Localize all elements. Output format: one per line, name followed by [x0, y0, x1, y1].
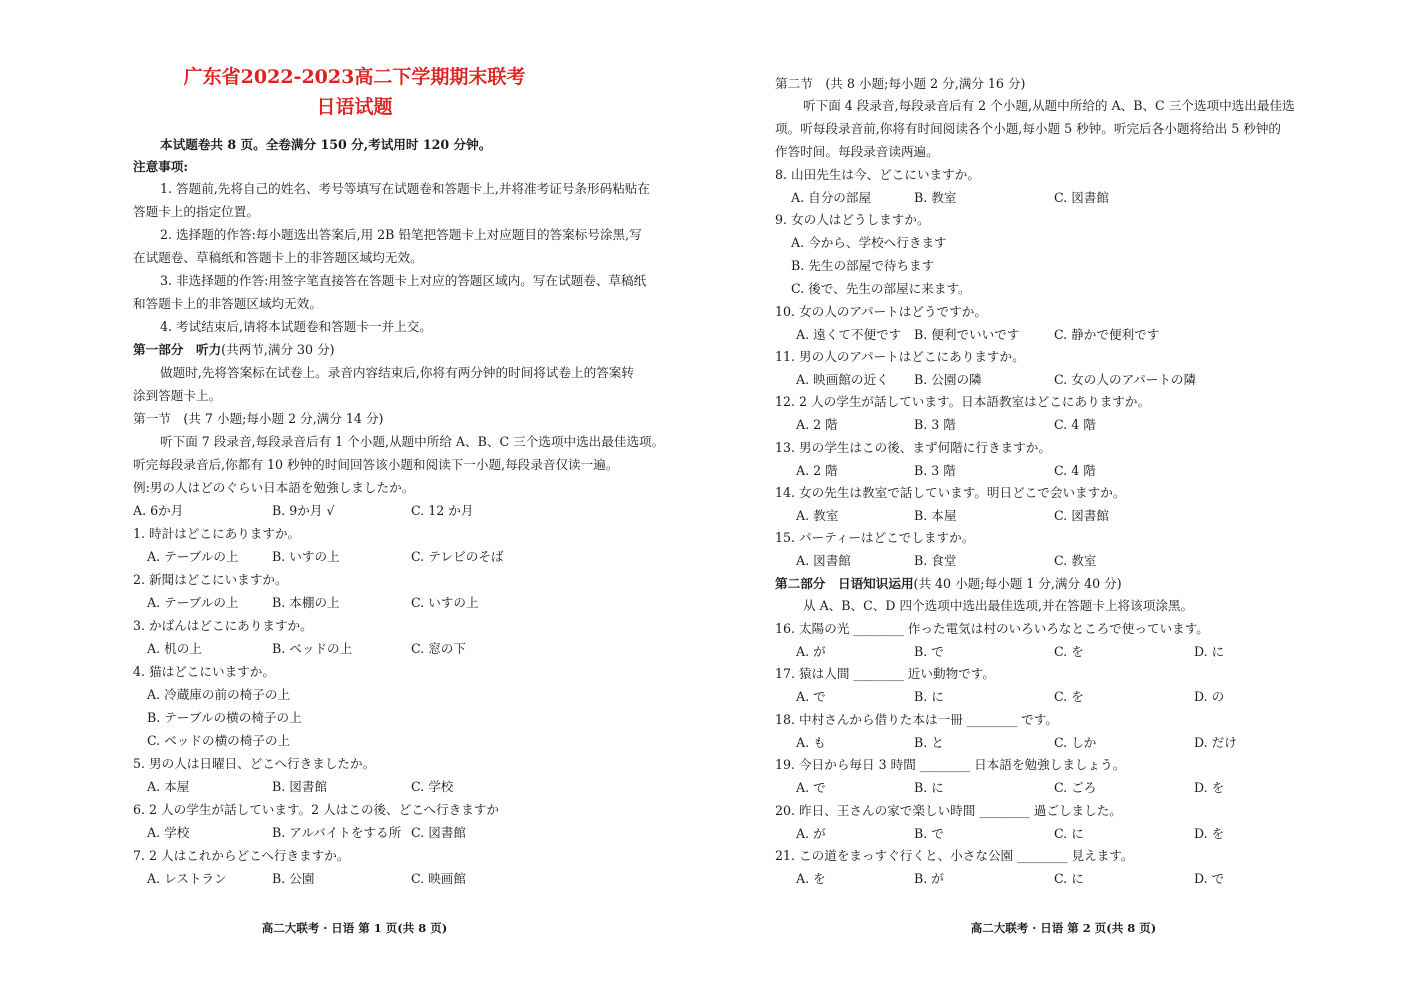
page-footer: 高二大联考 · 日语 第 2 页(共 8 页)	[970, 921, 1157, 935]
part1-heading	[133, 342, 335, 358]
option-b: B. 公園の隣	[914, 372, 982, 387]
question-21: 21. この道をまっすぐ行くと、小さな公園 ________ 見えます。	[775, 848, 1134, 863]
part2-instruction: 从 A、B、C、D 四个选项中选出最佳选项,并在答题卡上将该项涂黑。	[803, 598, 1194, 613]
option-a: A. で	[796, 780, 826, 795]
option-b: B. 先生の部屋で待ちます	[791, 258, 935, 273]
note-line: 2. 选择题的作答:每小题选出答案后,用 2B 铅笔把答题卡上对应题目的答案标号涂黑,写	[160, 227, 642, 242]
option-a: A. 2 階	[796, 417, 838, 432]
option-b: B. で	[914, 644, 944, 659]
option-a: A. 教室	[796, 508, 839, 523]
question-14: 14. 女の先生は教室で話しています。明日どこで会いますか。	[775, 485, 1126, 500]
option-c: C. 図書館	[411, 825, 466, 840]
note-line: 1. 答题前,先将自己的姓名、考号等填写在试题卷和答题卡上,并将准考证号条形码粘贴在	[160, 181, 650, 196]
option-c: C. 図書館	[1054, 190, 1109, 205]
part1-instruction: 做题时,先将答案标在试卷上。录音内容结束后,你将有两分钟的时间将试卷上的答案转	[160, 365, 634, 380]
section1-instruction: 听完每段录音后,你都有 10 秒钟的时间回答该小题和阅读下一小题,每段录音仅读一遍。	[133, 457, 619, 472]
option-b: B. テーブルの横の椅子の上	[147, 710, 302, 725]
question-11: 11. 男の人のアパートはどこにありますか。	[775, 349, 1025, 364]
option-a: A. 本屋	[147, 779, 190, 794]
option-c: C. いすの上	[411, 595, 479, 610]
question-1: 1. 時計はどこにありますか。	[133, 526, 301, 541]
note-line: 3. 非选择题的作答:用签字笔直接答在答题卡上对应的答题区域内。写在试题卷、草稿纸	[160, 273, 647, 288]
option-b: B. 3 階	[914, 417, 956, 432]
page-2	[709, 0, 1418, 983]
option-d: D. を	[1194, 780, 1225, 795]
option-a: A. 遠くて不便です	[796, 327, 902, 342]
option-b: B. が	[914, 871, 944, 886]
question-8: 8. 山田先生は今、どこにいますか。	[775, 167, 980, 182]
part2-detail: (共 40 小题;每小题 1 分,满分 40 分)	[913, 576, 1122, 591]
question-9: 9. 女の人はどうしますか。	[775, 212, 930, 227]
option-c: C. 学校	[411, 779, 454, 794]
exam-subtitle: 日语试题	[316, 96, 393, 118]
option-b: B. 本棚の上	[272, 595, 340, 610]
option-c: C. 4 階	[1054, 463, 1096, 478]
option-a: A. 冷蔵庫の前の椅子の上	[147, 687, 291, 702]
question-20: 20. 昨日、王さんの家で楽しい時間 ________ 過ごしました。	[775, 803, 1122, 818]
option-c: C. に	[1054, 826, 1084, 841]
question-13: 13. 男の学生はこの後、まず何階に行きますか。	[775, 440, 1051, 455]
page-footer: 高二大联考 · 日语 第 1 页(共 8 页)	[261, 921, 448, 935]
section2-instruction: 听下面 4 段录音,每段录音后有 2 个小题,从题中所给的 A、B、C 三个选项中选出最佳选	[803, 98, 1295, 113]
note-line: 4. 考试结束后,请将本试题卷和答题卡一并上交。	[160, 319, 432, 334]
part2-heading	[775, 576, 1122, 592]
option-c: C. 4 階	[1054, 417, 1096, 432]
option-a: A. 図書館	[796, 553, 851, 568]
part2-title: 第二部分 日语知识运用	[775, 576, 914, 591]
option-a: A. テーブルの上	[147, 595, 239, 610]
question-6: 6. 2 人の学生が話しています。2 人はこの後、どこへ行きますか	[133, 802, 499, 817]
option-d: D. で	[1194, 871, 1225, 886]
option-b: B. 教室	[914, 190, 957, 205]
option-d: D. に	[1194, 644, 1225, 659]
question-10: 10. 女の人のアパートはどうですか。	[775, 304, 987, 319]
option-b: B. 図書館	[272, 779, 328, 794]
option-c: C. テレビのそば	[411, 549, 504, 564]
option-b: B. 3 階	[914, 463, 956, 478]
example-option-b: B. 9か月 √	[272, 503, 335, 518]
part1-detail: (共两节,满分 30 分)	[221, 342, 335, 357]
question-4: 4. 猫はどこにいますか。	[133, 664, 275, 679]
note-line: 在试题卷、草稿纸和答题卡上的非答题区域均无效。	[133, 250, 423, 265]
option-c: C. 女の人のアパートの隣	[1054, 372, 1197, 387]
option-b: B. 本屋	[914, 508, 957, 523]
option-c: C. 後で、先生の部屋に来ます。	[791, 281, 971, 296]
option-c: C. ごろ	[1054, 780, 1097, 795]
option-d: D. だけ	[1194, 735, 1237, 750]
question-15: 15. パーティーはどこでしますか。	[775, 530, 975, 545]
section2-heading: 第二节 (共 8 小题;每小题 2 分,满分 16 分)	[775, 76, 1026, 91]
example-option-c: C. 12 か月	[411, 503, 474, 518]
section2-instruction: 项。听每段录音前,你将有时间阅读各个小题,每小题 5 秒钟。听完后各小题将给出 5 秒钟的	[775, 121, 1282, 136]
question-3: 3. かばんはどこにありますか。	[133, 618, 313, 633]
section1-heading: 第一节 (共 7 小题;每小题 2 分,满分 14 分)	[133, 411, 384, 426]
option-a: A. が	[796, 644, 826, 659]
option-c: C. 映画館	[411, 871, 466, 886]
example-option-a: A. 6か月	[133, 503, 184, 518]
option-b: B. アルバイトをする所	[272, 825, 402, 840]
section2-instruction: 作答时间。每段录音读两遍。	[775, 144, 939, 159]
question-18: 18. 中村さんから借りた本は一冊 ________ です。	[775, 712, 1058, 727]
option-a: A. レストラン	[147, 871, 227, 886]
option-a: A. 学校	[147, 825, 190, 840]
example-question: 例:男の人はどのぐらい日本語を勉強しましたか。	[133, 480, 415, 495]
option-b: B. 便利でいいです	[914, 327, 1020, 342]
question-12: 12. 2 人の学生が話しています。日本語教室はどこにありますか。	[775, 394, 1151, 409]
section1-instruction: 听下面 7 段录音,每段录音后有 1 个小题,从题中所给 A、B、C 三个选项中选出最佳选项。	[160, 434, 665, 449]
question-17: 17. 猿は人間 ________ 近い動物です。	[775, 666, 995, 681]
option-b: B. と	[914, 735, 944, 750]
option-c: C. 窓の下	[411, 641, 466, 656]
exam-title: 广东省2022-2023高二下学期期末联考	[183, 66, 526, 88]
note-line: 答题卡上的指定位置。	[133, 204, 259, 219]
option-a: A. 映画館の近く	[796, 372, 889, 387]
option-c: C. 教室	[1054, 553, 1097, 568]
part1-title: 第一部分 听力	[133, 342, 222, 357]
option-a: A. 自分の部屋	[791, 190, 872, 205]
option-a: A. も	[796, 735, 826, 750]
option-b: B. ベッドの上	[272, 641, 353, 656]
option-b: B. で	[914, 826, 944, 841]
option-b: B. に	[914, 689, 944, 704]
part1-instruction: 涂到答题卡上。	[133, 388, 222, 403]
option-a: A. を	[796, 871, 826, 886]
note-line: 和答题卡上的非答题区域均无效。	[133, 296, 322, 311]
question-5: 5. 男の人は日曜日、どこへ行きましたか。	[133, 756, 376, 771]
option-a: A. が	[796, 826, 826, 841]
option-c: C. ベッドの横の椅子の上	[147, 733, 291, 748]
option-c: C. に	[1054, 871, 1084, 886]
question-2: 2. 新聞はどこにいますか。	[133, 572, 288, 587]
option-d: D. を	[1194, 826, 1225, 841]
question-16: 16. 太陽の光 ________ 作った電気は村のいろいろなところで使っています。	[775, 621, 1209, 636]
option-c: C. しか	[1054, 735, 1097, 750]
option-c: C. を	[1054, 689, 1084, 704]
option-c: C. を	[1054, 644, 1084, 659]
option-a: A. 机の上	[147, 641, 202, 656]
option-c: C. 静かで便利です	[1054, 327, 1160, 342]
option-d: D. の	[1194, 689, 1225, 704]
question-19: 19. 今日から毎日 3 時間 ________ 日本語を勉強しましょう。	[775, 757, 1126, 772]
notice-heading: 注意事项:	[133, 159, 189, 174]
option-c: C. 図書館	[1054, 508, 1109, 523]
option-a: A. 2 階	[796, 463, 838, 478]
option-b: B. に	[914, 780, 944, 795]
exam-intro: 本试题卷共 8 页。全卷满分 150 分,考试用时 120 分钟。	[160, 137, 492, 152]
option-b: B. 食堂	[914, 553, 957, 568]
option-b: B. 公園	[272, 871, 315, 886]
option-a: A. テーブルの上	[147, 549, 239, 564]
option-a: A. 今から、学校へ行きます	[791, 235, 947, 250]
option-b: B. いすの上	[272, 549, 340, 564]
question-7: 7. 2 人はこれからどこへ行きますか。	[133, 848, 350, 863]
option-a: A. で	[796, 689, 826, 704]
